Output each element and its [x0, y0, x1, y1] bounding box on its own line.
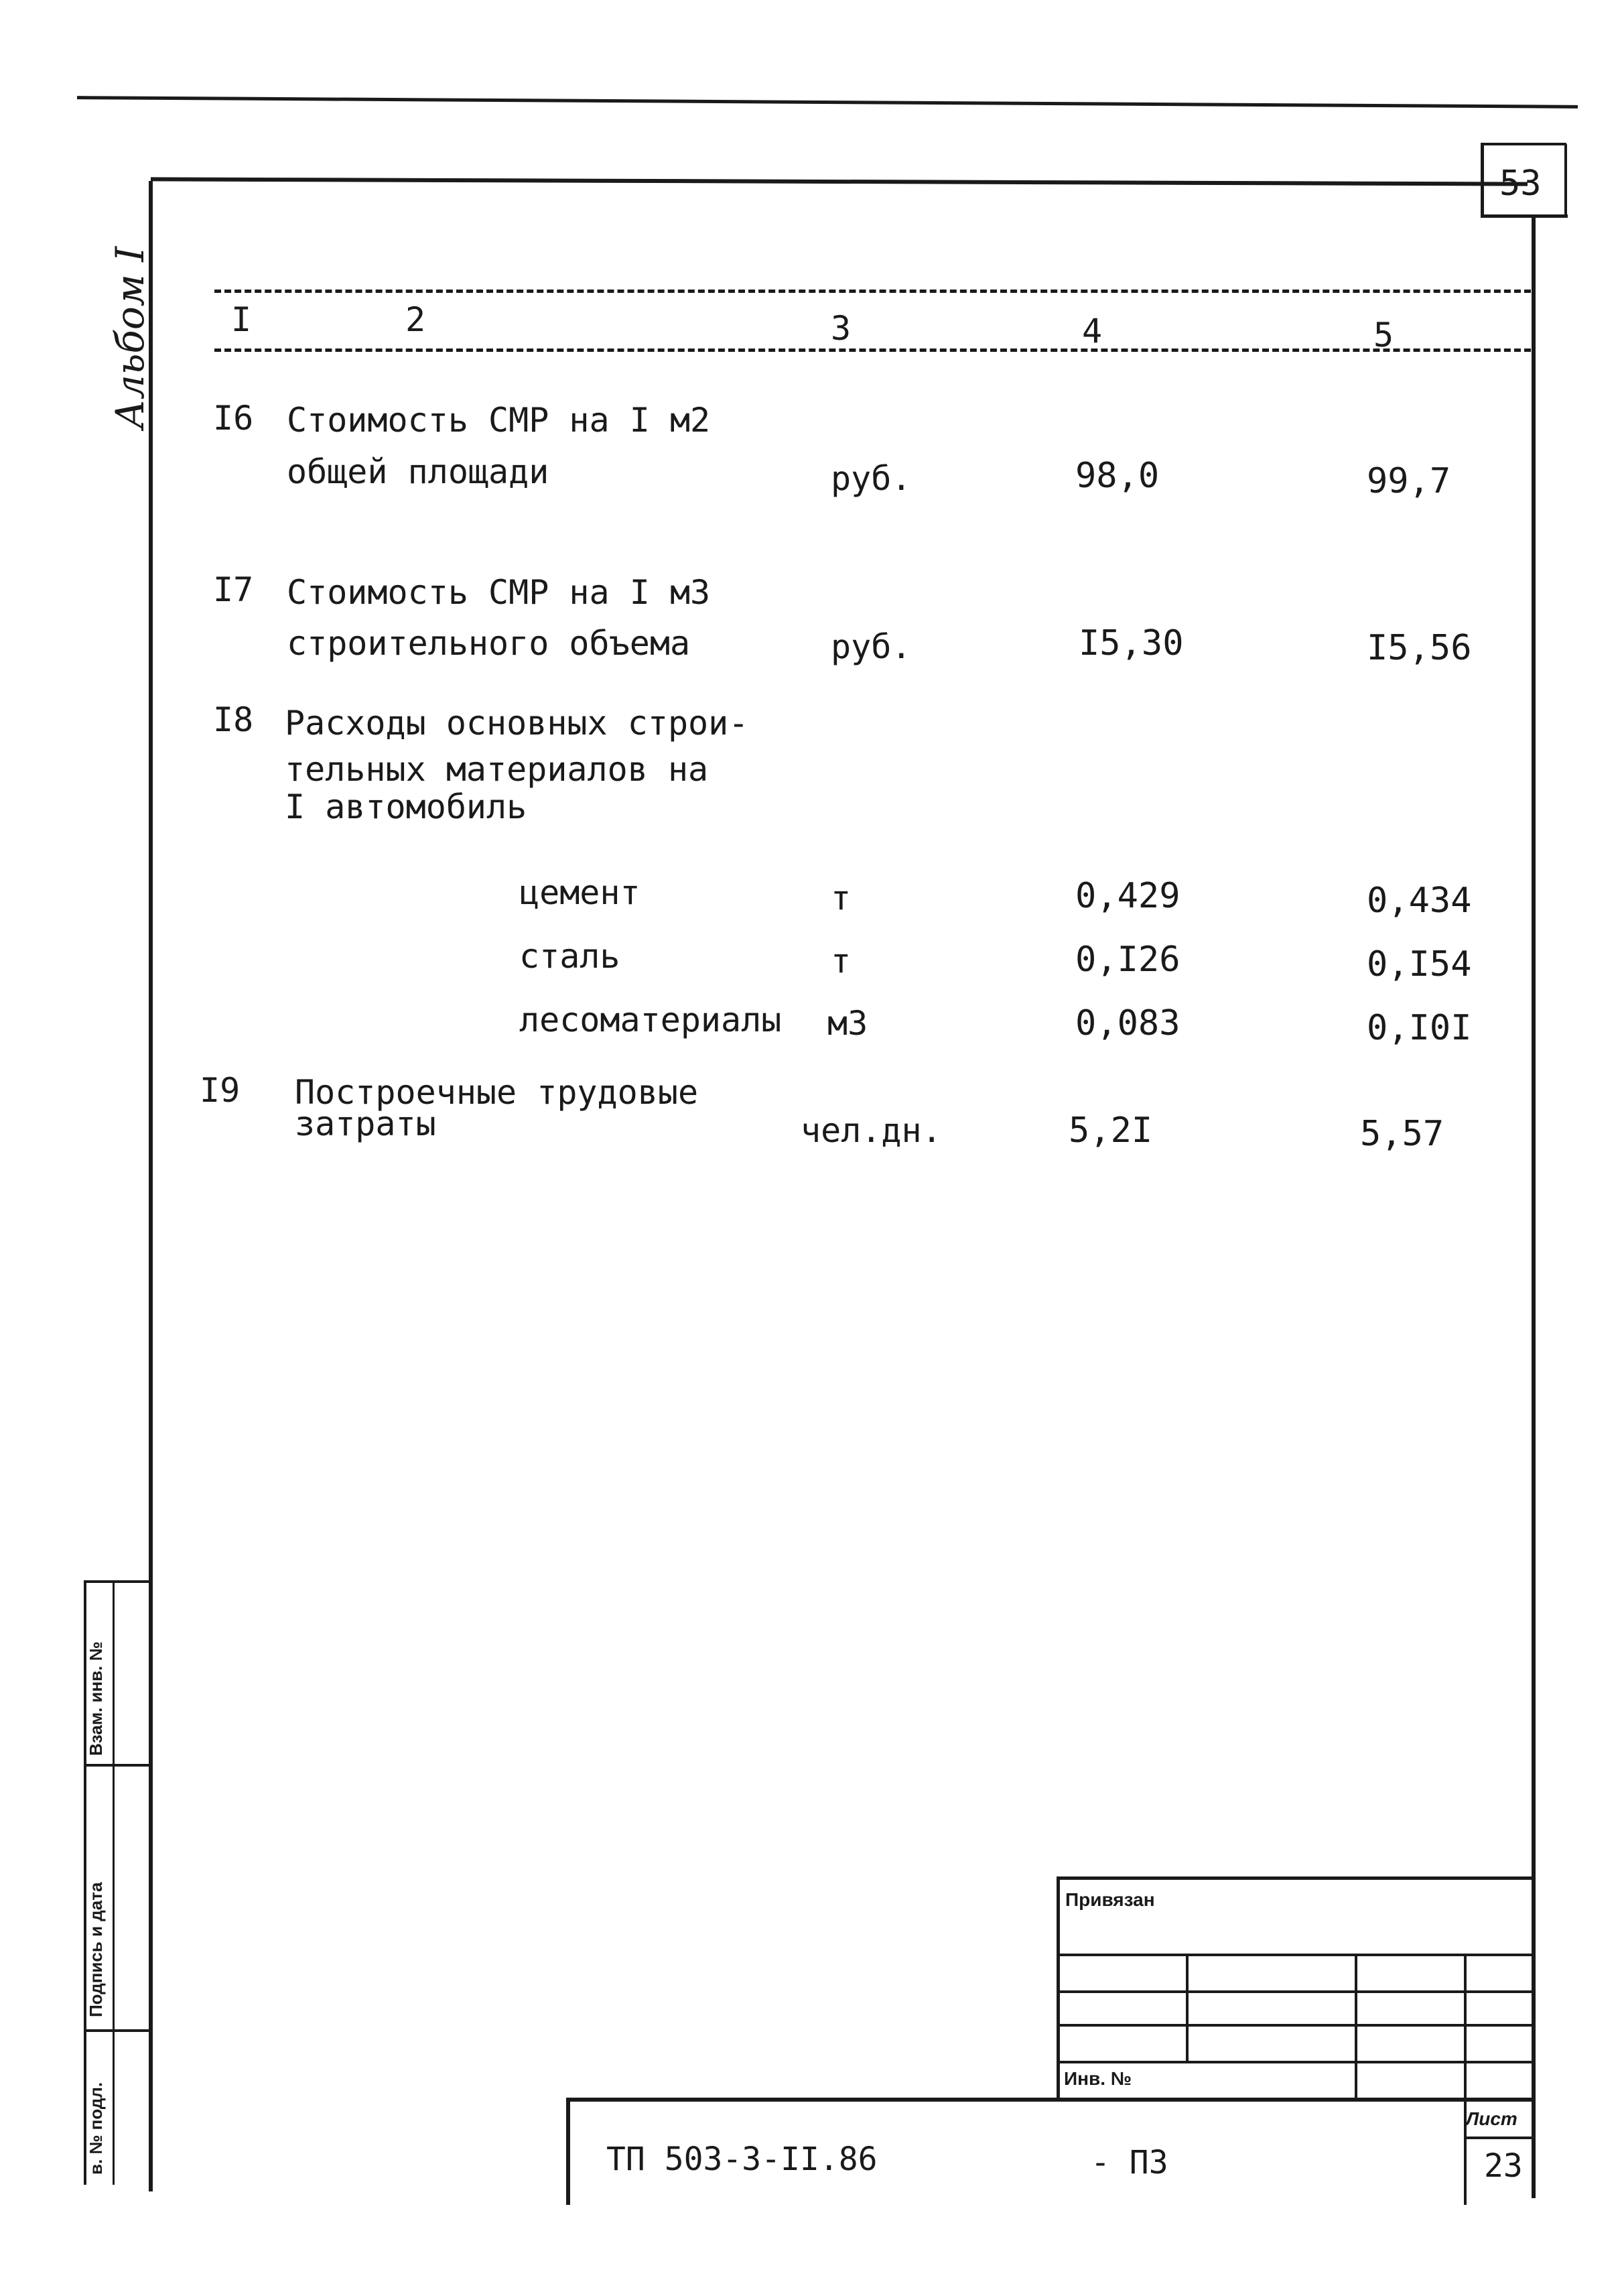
row-19-col4: 5,2I — [1069, 1110, 1153, 1151]
tb-grid-row1 — [1057, 1954, 1534, 1956]
row-19-name-line1: Построечные трудовые — [295, 1073, 699, 1112]
side-label-inv-podl: в. № подл. — [86, 2082, 106, 2175]
document-section: - ПЗ — [1091, 2144, 1168, 2181]
row-16-col4: 98,0 — [1075, 456, 1160, 496]
material-steel-unit: т — [831, 942, 852, 980]
row-18-name-line3: I автомобиль — [285, 787, 527, 826]
row-16-col5: 99,7 — [1367, 461, 1451, 501]
tb-grid-col1 — [1186, 1954, 1189, 2061]
material-steel-name: сталь — [519, 937, 620, 976]
tb-main-left — [566, 2098, 570, 2205]
document-code: ТП 503-3-II.86 — [606, 2141, 878, 2178]
sheet-box-right — [1564, 144, 1567, 218]
col-header-5: 5 — [1373, 316, 1394, 355]
top-edge-line — [77, 96, 1578, 109]
side-stamp-div2 — [84, 2029, 151, 2032]
tb-grid-top — [1057, 1876, 1534, 1880]
col-header-3: 3 — [831, 309, 852, 348]
tb-grid-col2 — [1355, 1954, 1357, 2101]
side-stamp-inner — [113, 1582, 115, 2185]
material-lumber-unit: м3 — [827, 1004, 868, 1043]
row-17-col5: I5,56 — [1367, 628, 1472, 668]
tb-inv-no-label: Инв. № — [1064, 2068, 1132, 2089]
row-19-name-line2: затраты — [295, 1104, 436, 1143]
row-19-number: I9 — [200, 1071, 241, 1110]
side-label-sign-date: Подпись и дата — [86, 1882, 106, 2017]
col-header-2: 2 — [405, 300, 426, 339]
tb-grid-left — [1057, 1876, 1060, 2101]
sheet-box-left — [1481, 144, 1484, 218]
tb-privyazan-label: Привязан — [1065, 1889, 1155, 1910]
frame-top — [151, 177, 1528, 186]
row-16-name-line1: Стоимость СМР на I м2 — [287, 401, 711, 440]
row-17-col4: I5,30 — [1079, 623, 1184, 663]
material-lumber-name: лесоматериалы — [519, 1001, 782, 1039]
row-19-col5: 5,57 — [1360, 1114, 1444, 1154]
col-header-1: I — [231, 300, 252, 339]
frame-top-right — [1481, 214, 1568, 218]
sheet-number: 53 — [1499, 164, 1542, 204]
row-17-name-line2: строительного объема — [287, 624, 691, 663]
sheet-label: Лист — [1466, 2108, 1517, 2129]
sheet-value: 23 — [1484, 2147, 1523, 2185]
side-stamp-div1 — [84, 1764, 151, 1767]
row-18-name-line1: Расходы основных строи- — [285, 704, 749, 743]
row-17-name-line1: Стоимость СМР на I м3 — [287, 573, 711, 612]
side-stamp-top — [84, 1580, 151, 1583]
album-label: Альбом I — [107, 246, 153, 429]
header-bottom-line — [214, 348, 1531, 352]
tb-grid-row4 — [1057, 2061, 1534, 2063]
row-16-unit: руб. — [831, 459, 912, 498]
tb-grid-col3 — [1464, 1954, 1467, 2101]
row-17-number: I7 — [213, 570, 254, 609]
row-18-name-line2: тельных материалов на — [285, 750, 709, 789]
material-lumber-col4: 0,083 — [1075, 1003, 1180, 1043]
material-steel-col5: 0,I54 — [1367, 944, 1472, 984]
tb-grid-row3 — [1057, 2024, 1534, 2027]
tb-grid-row2 — [1057, 1990, 1534, 1993]
col-header-4: 4 — [1082, 312, 1103, 350]
material-cement-unit: т — [831, 879, 852, 917]
side-label-inv-zam: Взам. инв. № — [86, 1641, 106, 1756]
frame-right — [1532, 214, 1536, 2198]
row-19-unit: чел.дн. — [801, 1111, 942, 1150]
row-16-number: I6 — [213, 399, 254, 438]
row-16-name-line2: общей площади — [287, 452, 549, 491]
frame-left — [149, 181, 153, 2191]
material-cement-name: цемент — [519, 873, 640, 912]
row-17-unit: руб. — [831, 627, 912, 666]
material-steel-col4: 0,I26 — [1075, 940, 1180, 980]
material-cement-col4: 0,429 — [1075, 876, 1180, 916]
tb-main-top — [566, 2098, 1534, 2102]
row-18-number: I8 — [213, 700, 254, 739]
sheet-box-top — [1481, 143, 1566, 145]
tb-sheet-mid — [1464, 2136, 1534, 2139]
material-lumber-col5: 0,I0I — [1367, 1008, 1472, 1048]
material-cement-col5: 0,434 — [1367, 881, 1472, 921]
header-top-line — [214, 290, 1531, 293]
